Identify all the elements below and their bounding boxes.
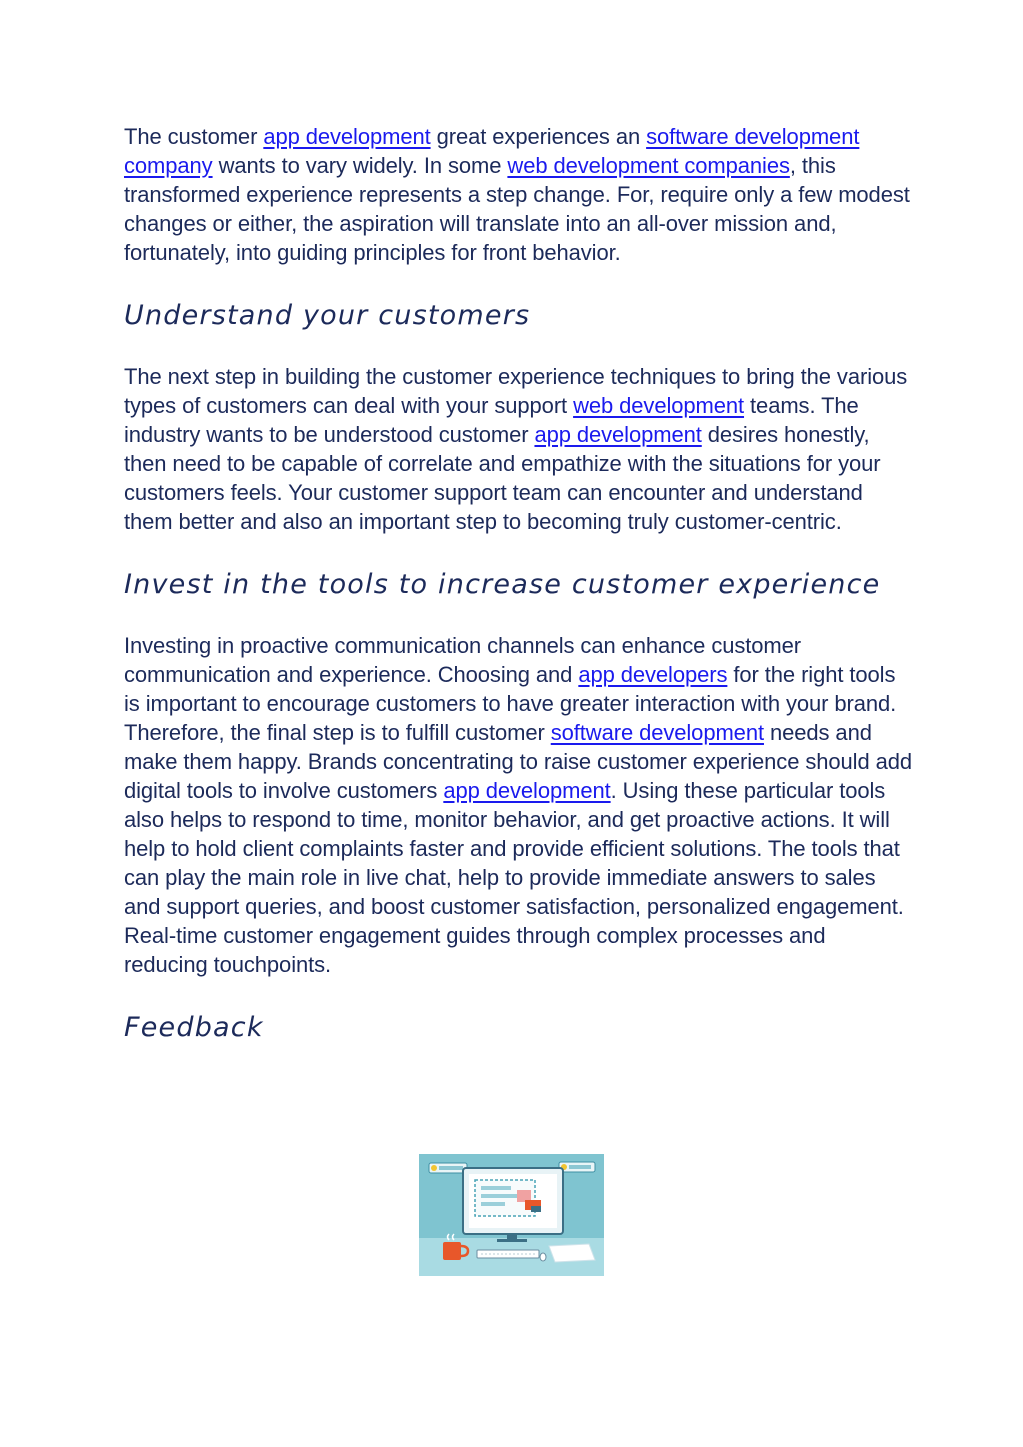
link-app-development[interactable]: app development: [263, 124, 431, 149]
link-web-development-companies[interactable]: web development companies: [507, 153, 790, 178]
link-software-development-company[interactable]: software development company: [124, 124, 860, 178]
heading-understand-customers: Understand your customers: [124, 300, 531, 331]
text-run: The customer: [124, 124, 264, 149]
feedback-illustration: [419, 1154, 604, 1276]
text-run: teams. The industry wants to be understood customer: [124, 393, 859, 447]
chat-bubble-icon: [429, 1163, 467, 1173]
mouse-icon: [540, 1253, 546, 1261]
link-app-development[interactable]: app development: [443, 778, 611, 803]
heading-invest-tools: Invest in the tools to increase customer experience: [124, 569, 881, 600]
heading-feedback: Feedback: [124, 1012, 264, 1043]
text-run: needs and make them happy. Brands concentrating to raise customer experience should add digital tools to involve customers: [124, 720, 913, 803]
text-run: desires honestly, then need to be capable of correlate and empathize with the situations for your customers feels. Your customer support team can encounter and understand them better and also an important step to becoming truly customer-centric.: [124, 422, 881, 534]
text-run: . Using these particular tools also helps to respond to time, monitor behavior, and get proactive actions. It will help to hold client complaints faster and provide efficient solutions. The tools that can play the main role in live chat, help to provide immediate answers to sales and support queries, and boost customer satisfaction, personalized engagement. Real-time customer engagement guides through complex processes and reducing touchpoints.: [124, 778, 904, 977]
monitor-icon: [463, 1168, 563, 1242]
paper-icon: [549, 1244, 595, 1262]
chat-bubble-icon: [559, 1162, 595, 1172]
link-app-developers[interactable]: app developers: [578, 662, 728, 687]
link-app-development[interactable]: app development: [534, 422, 702, 447]
document-body: [124, 122, 914, 1043]
link-software-development[interactable]: software development: [550, 720, 764, 745]
text-run: great experiences an: [430, 124, 647, 149]
text-run: wants to vary widely. In some: [212, 153, 508, 178]
text-run: The next step in building the customer experience techniques to bring the various types of customers can deal with your support: [124, 364, 908, 418]
understand-paragraph: [124, 362, 914, 536]
text-run: , this transformed experience represents a step change. For, require only a few modest changes or either, the aspiration will translate into an all-over mission and, fortunately, into guiding principles for front behavior.: [124, 153, 910, 265]
invest-paragraph: [124, 631, 914, 979]
text-run: Investing in proactive communication channels can enhance customer communication and experience. Choosing and: [124, 633, 802, 687]
link-web-development[interactable]: web development: [573, 393, 745, 418]
keyboard-icon: [477, 1250, 539, 1258]
intro-paragraph: [124, 122, 914, 267]
text-run: for the right tools is important to encourage customers to have greater interaction with your brand. Therefore, the final step is to fulfill customer: [124, 662, 897, 745]
